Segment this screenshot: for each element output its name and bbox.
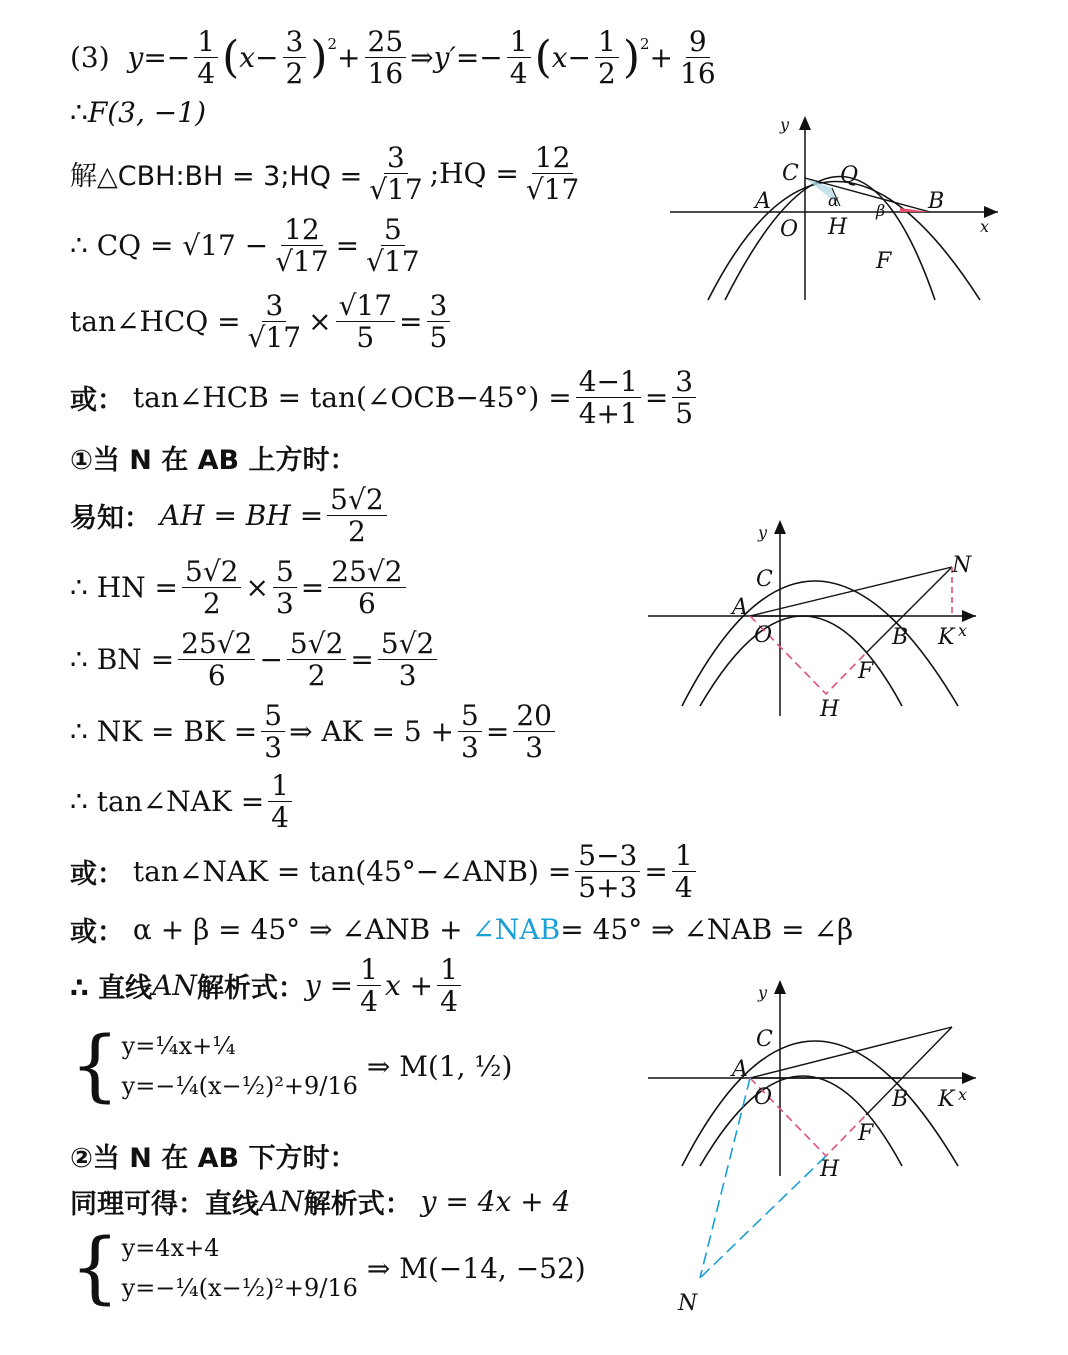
figure-3-case-below bbox=[640, 976, 1000, 1316]
svg-text:F: F bbox=[876, 249, 892, 274]
svg-text:y: y bbox=[758, 523, 768, 542]
svg-text:B: B bbox=[928, 189, 945, 214]
line-1-vertex-form: (3) y =− $\frac{1}{4}$ ( x − $\frac{3}{2}$ ) 2 + $\frac{25}{16}$ ⇒ y′ =− $\frac{1}{4}$ ( x − $\frac{1}{2}$ ) 2 + $\frac{9}{16}$ bbox=[70, 26, 723, 90]
svg-text:N: N bbox=[678, 1291, 698, 1316]
line-10-bn: ∴ BN = $\frac{25√2}{6}$ − $\frac{5√2}{2}$ = $\frac{5√2}{3}$ bbox=[70, 628, 441, 692]
fraction: $\frac{1}{2}$ bbox=[595, 26, 619, 90]
svg-text:A: A bbox=[732, 1057, 748, 1082]
svg-text:C: C bbox=[782, 161, 799, 186]
line-17-case-2: ②当 N 在 AB 下方时： bbox=[70, 1143, 357, 1174]
system-1: { y=¼x+¼ y=−¼(x−½)²+9/16 ⇒ M(1, ½) bbox=[70, 1021, 513, 1111]
system-2: { y=4x+4 y=−¼(x−½)²+9/16 ⇒ M(−14, −52) bbox=[70, 1223, 586, 1313]
system-1-row-2: y=−¼(x−½)²+9/16 bbox=[121, 1072, 358, 1100]
svg-text:F: F bbox=[858, 1121, 874, 1146]
svg-text:x: x bbox=[958, 621, 968, 640]
svg-text:β: β bbox=[876, 201, 886, 220]
svg-text:A: A bbox=[732, 595, 748, 620]
line-8-ah-bh: 易知： AH = BH = $\frac{5√2}{2}$ bbox=[70, 484, 391, 548]
svg-text:O: O bbox=[754, 1085, 773, 1110]
system-1-row-1: y=¼x+¼ bbox=[121, 1032, 236, 1060]
fraction: $\frac{1}{4}$ bbox=[194, 26, 218, 90]
svg-text:Q: Q bbox=[840, 163, 859, 188]
line-9-hn: ∴ HN = $\frac{5√2}{2}$ × $\frac{5}{3}$ = $\frac{25√2}{6}$ bbox=[70, 556, 410, 620]
line-13-tan-nak-alt: 或： tan∠NAK = tan(45°−∠ANB) = $\frac{5-3}{5+3}$ = $\frac{1}{4}$ bbox=[70, 840, 700, 904]
svg-text:O: O bbox=[754, 623, 773, 648]
line-2-point-f: ∴ F(3, −1) bbox=[70, 96, 206, 129]
line-4-cq: ∴ CQ = √17 − $\frac{12}{√17}$ = $\frac{5}{√17}$ bbox=[70, 213, 420, 279]
line-11-nk-ak: ∴ NK = BK = $\frac{5}{3}$ ⇒ AK = 5 + $\frac{5}{3}$ = $\frac{20}{3}$ bbox=[70, 700, 559, 764]
fraction: $\frac{1}{4}$ bbox=[507, 26, 531, 90]
system-2-result: ⇒ M(−14, −52) bbox=[366, 1251, 586, 1285]
svg-text:C: C bbox=[756, 567, 773, 592]
fraction: $\frac{25}{16}$ bbox=[365, 26, 407, 90]
fraction: $\frac{9}{16}$ bbox=[680, 25, 716, 91]
svg-text:O: O bbox=[780, 217, 799, 242]
svg-text:α: α bbox=[828, 191, 839, 210]
svg-text:x: x bbox=[958, 1085, 968, 1104]
figure-2-case-above bbox=[640, 516, 1000, 732]
svg-text:y: y bbox=[758, 983, 768, 1002]
system-2-row-1: y=4x+4 bbox=[121, 1234, 220, 1262]
line-6-tan-hcb: 或： tan∠HCB = tan(∠OCB−45°) = $\frac{4-1}{4+1}$ = $\frac{3}{5}$ bbox=[70, 366, 700, 430]
svg-text:B: B bbox=[892, 625, 909, 650]
line-15-line-an: ∴ 直线 AN 解析式： y = $\frac{1}{4}$ x + $\frac{1}{4}$ bbox=[70, 954, 465, 1018]
system-1-result: ⇒ M(1, ½) bbox=[366, 1049, 513, 1083]
line-18-line-an-2: 同理可得：直线 AN 解析式： y = 4x + 4 bbox=[70, 1185, 571, 1220]
svg-text:C: C bbox=[756, 1027, 773, 1052]
svg-text:K: K bbox=[938, 1087, 955, 1112]
svg-text:H: H bbox=[828, 215, 848, 240]
svg-text:B: B bbox=[892, 1087, 909, 1112]
highlight-angle-nab: ∠NAB bbox=[471, 913, 561, 946]
system-2-row-2: y=−¼(x−½)²+9/16 bbox=[121, 1274, 358, 1302]
axis-y-label: y bbox=[780, 115, 790, 134]
svg-text:F: F bbox=[858, 659, 874, 684]
line-3-triangle-cbh: 解△CBH:BH = 3;HQ = $\frac{3}{√17}$ ;HQ = $\frac{12}{√17}$ bbox=[70, 141, 580, 207]
line-5-tan-hcq: tan∠HCQ = $\frac{3}{√17}$ × $\frac{√17}{5}$ = $\frac{3}{5}$ bbox=[70, 290, 454, 354]
svg-text:A: A bbox=[755, 189, 771, 214]
part-label: (3) bbox=[70, 41, 110, 75]
line-14-angle-sum: 或： α + β = 45° ⇒ ∠ANB + ∠NAB = 45° ⇒ ∠NAB = ∠β bbox=[70, 913, 854, 948]
svg-text:N: N bbox=[952, 553, 972, 578]
line-7-case-1: ①当 N 在 AB 上方时： bbox=[70, 445, 357, 476]
svg-text:K: K bbox=[938, 625, 955, 650]
svg-text:H: H bbox=[820, 697, 840, 722]
svg-text:H: H bbox=[820, 1157, 840, 1182]
line-12-tan-nak: ∴ tan∠NAK = $\frac{1}{4}$ bbox=[70, 770, 296, 834]
figure-1-parabolas bbox=[660, 108, 1010, 308]
axis-x-label: x bbox=[980, 217, 990, 236]
fraction: $\frac{3}{2}$ bbox=[283, 26, 307, 90]
